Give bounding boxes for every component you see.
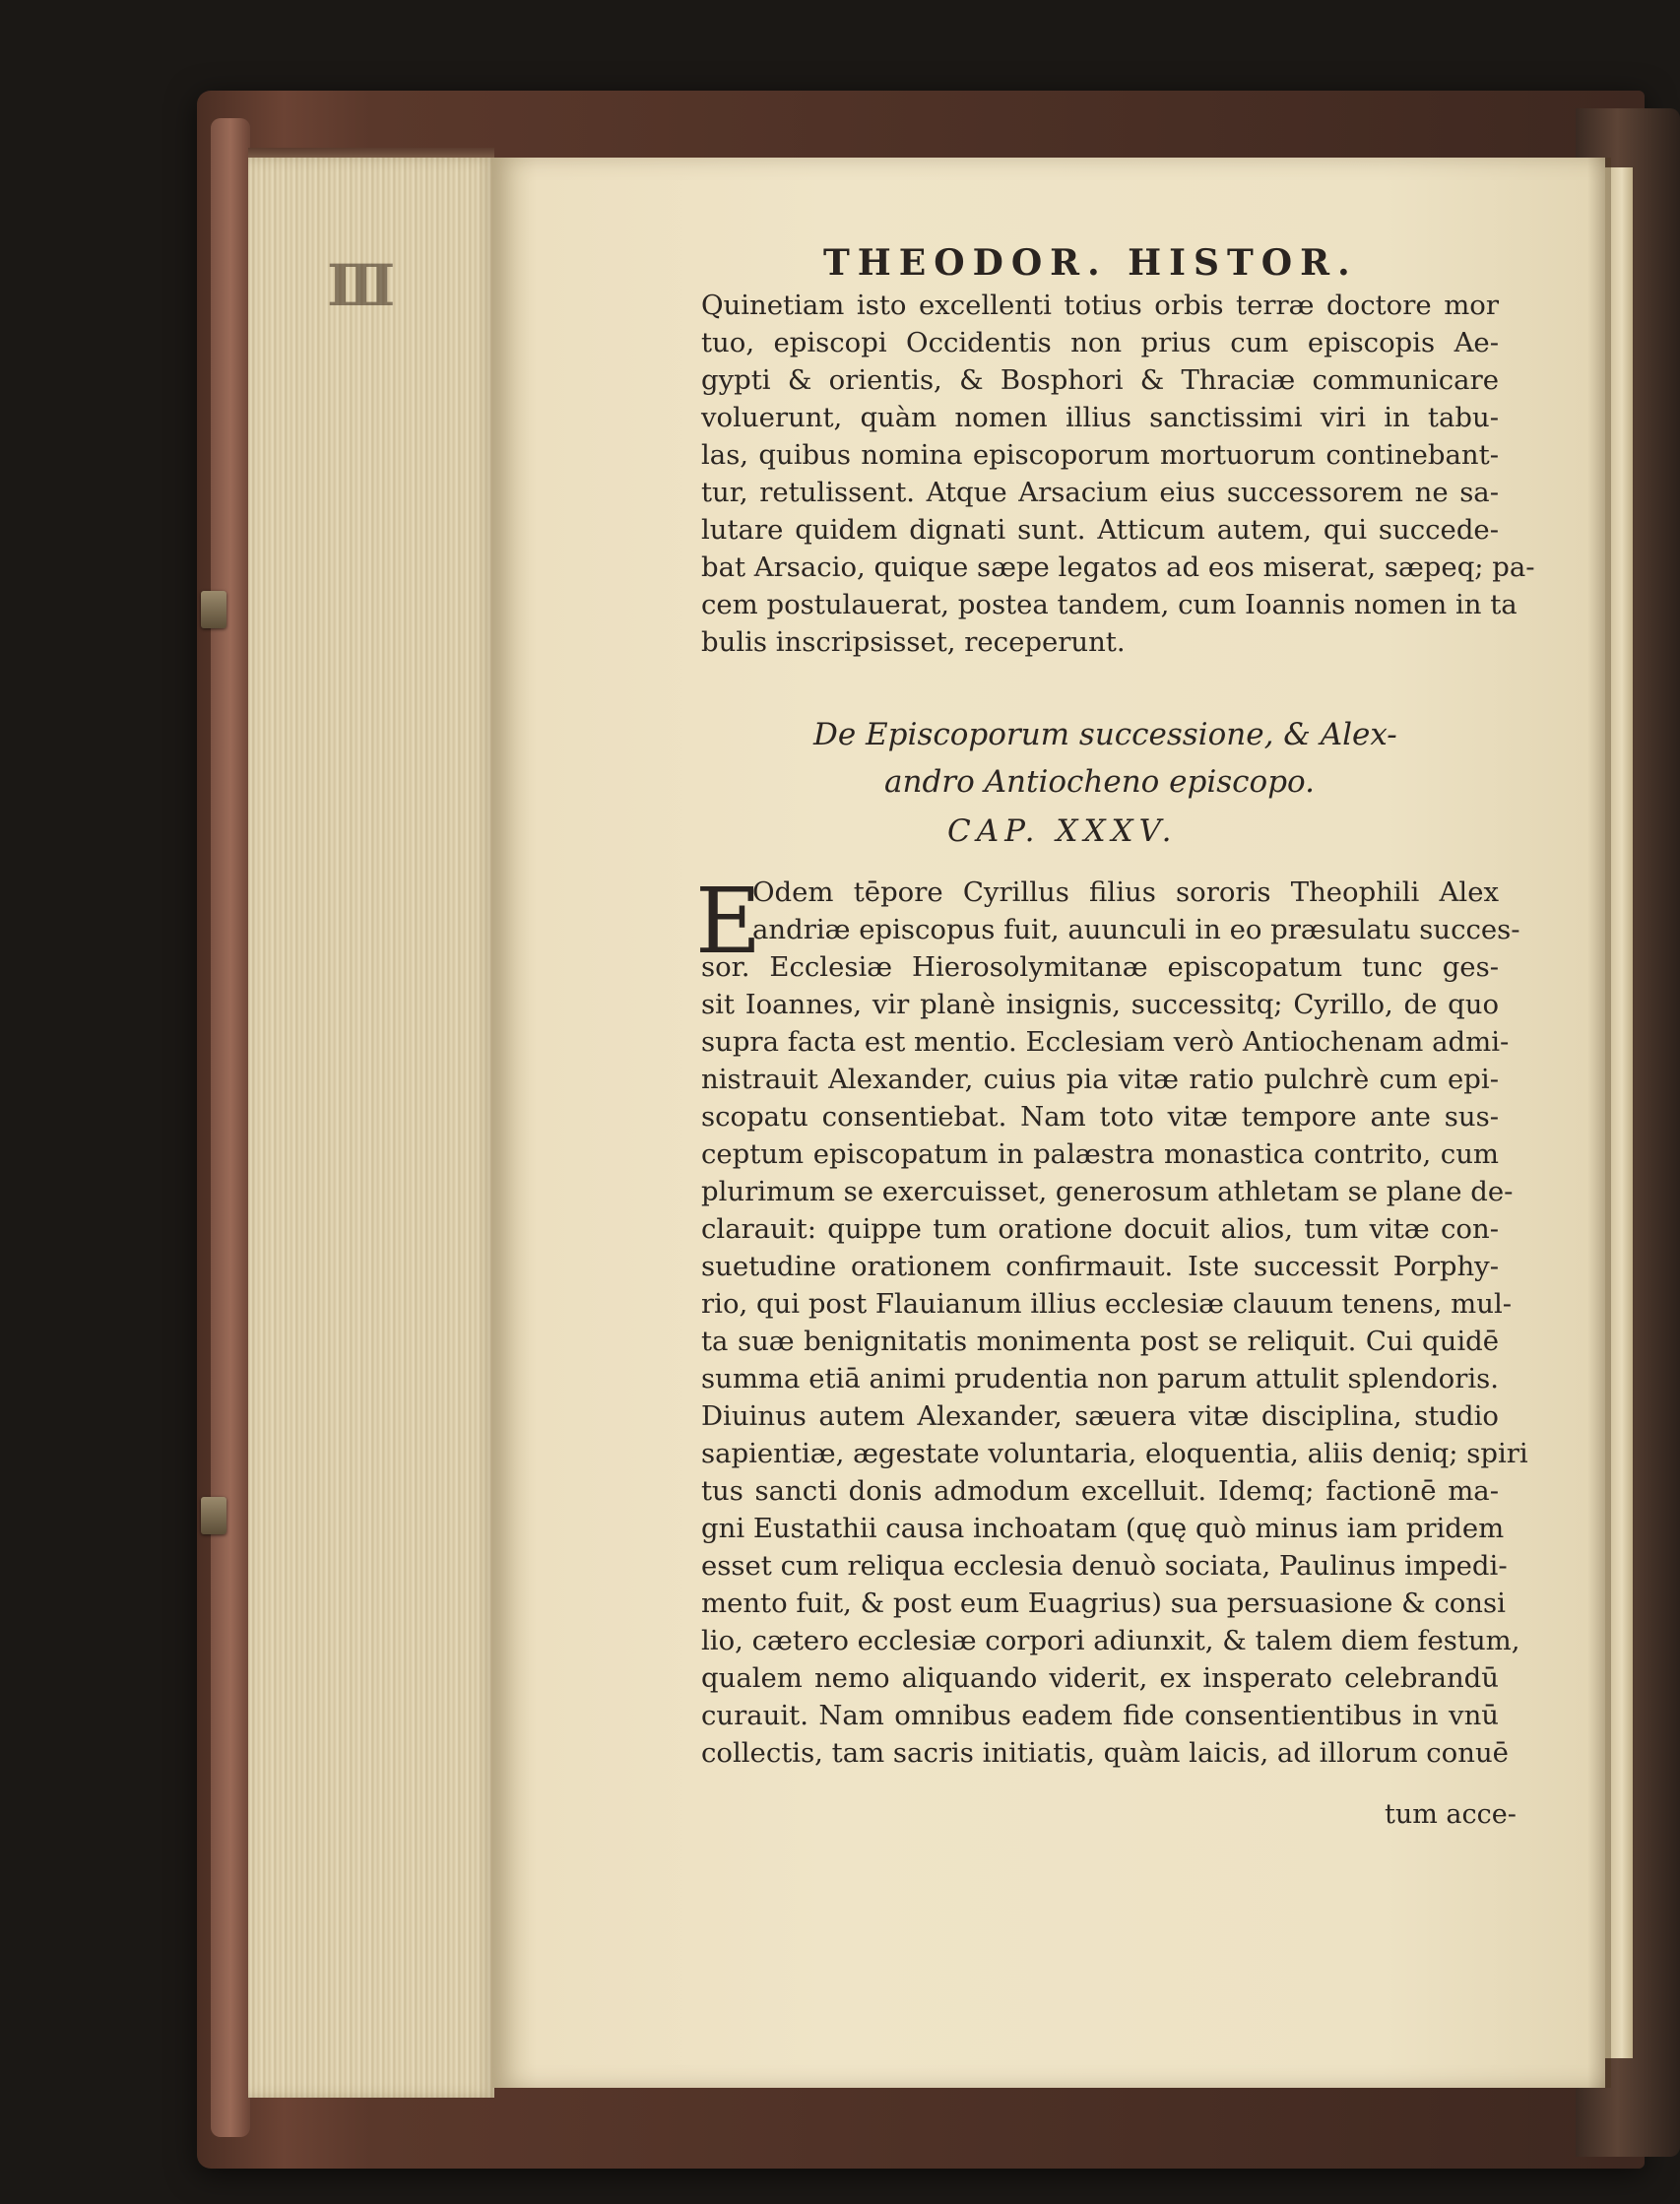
text-line: collectis, tam sacris initiatis, quàm laicis, ad illorum conuē: [701, 1737, 1509, 1769]
text-line: qualem nemo aliquando viderit, ex insperato celebrandū: [701, 1662, 1499, 1694]
text-line: esset cum reliqua ecclesia denuò sociata, Paulinus impedi-: [701, 1550, 1508, 1582]
text-line: bulis inscripsisset, receperunt.: [701, 626, 1126, 658]
text-line: scopatu consentiebat. Nam toto vitæ tempore ante sus-: [701, 1101, 1499, 1133]
text-line: tus sancti donis admodum excelluit. Idemq; factionē ma-: [701, 1475, 1499, 1507]
gutter-shadow: [1587, 158, 1611, 2088]
text-line: clarauit: quippe tum oratione docuit alios, tum vitæ con-: [701, 1213, 1499, 1245]
text-line: nistrauit Alexander, cuius pia vitæ ratio pulchrè cum epi-: [701, 1064, 1499, 1095]
clasp-lower: [201, 1497, 226, 1534]
chapter-number: CAP. XXXV.: [947, 813, 1178, 849]
text-line: las, quibus nomina episcoporum mortuorum continebant-: [701, 439, 1499, 471]
text-line: lio, cætero ecclesiæ corpori adiunxit, & talem diem festum,: [701, 1625, 1520, 1656]
chapter-title-line: andro Antiocheno episcopo.: [884, 764, 1316, 800]
text-line: bat Arsacio, quique sæpe legatos ad eos miserat, sæpeq; pa-: [701, 551, 1535, 583]
chapter-title-line: De Episcoporum successione, & Alex-: [813, 717, 1397, 752]
text-line: cem postulauerat, postea tandem, cum Ioannis nomen in ta: [701, 589, 1518, 620]
running-head: THEODOR. HISTOR.: [823, 242, 1358, 284]
text-line: tuo, episcopi Occidentis non prius cum episcopis Ae-: [701, 327, 1499, 358]
text-line: gni Eustathii causa inchoatam (quę quò minus iam pridem: [701, 1513, 1505, 1544]
text-line: suetudine orationem confirmauit. Iste successit Porphy-: [701, 1251, 1499, 1282]
clasp-upper: [201, 591, 226, 628]
page-fore-edge-stack: [248, 158, 494, 2098]
text-line: andriæ episcopus fuit, auunculi in eo præsulatu succes-: [752, 914, 1520, 945]
text-line: Diuinus autem Alexander, sæuera vitæ disciplina, studio: [701, 1400, 1499, 1432]
spine-mark: III: [327, 252, 390, 319]
book-spine-edge: [211, 118, 250, 2137]
text-line: supra facta est mentio. Ecclesiam verò Antiochenam admi-: [701, 1026, 1510, 1058]
text-line: voluerunt, quàm nomen illius sanctissimi viri in tabu-: [701, 402, 1499, 433]
text-line: sapientiæ, ægestate voluntaria, eloquentia, aliis deniq; spiri: [701, 1438, 1528, 1469]
text-line: summa etiā animi prudentia non parum attulit splendoris.: [701, 1363, 1499, 1394]
text-line: tur, retulissent. Atque Arsacium eius successorem ne sa-: [701, 477, 1499, 508]
text-line: plurimum se exercuisset, generosum athletam se plane de-: [701, 1176, 1514, 1207]
text-line: mento fuit, & post eum Euagrius) sua persuasione & consi: [701, 1588, 1506, 1619]
text-line: sit Ioannes, vir planè insignis, successitq; Cyrillo, de quo: [701, 989, 1499, 1020]
text-line: Quinetiam isto excellenti totius orbis terræ doctore mor: [701, 290, 1499, 321]
text-line: gypti & orientis, & Bosphori & Thraciæ communicare: [701, 364, 1499, 396]
text-line: rio, qui post Flauianum illius ecclesiæ clauum tenens, mul-: [701, 1288, 1513, 1320]
text-line: curauit. Nam omnibus eadem fide consentientibus in vnū: [701, 1700, 1499, 1731]
catchword: tum acce-: [1385, 1799, 1517, 1830]
text-line: sor. Ecclesiæ Hierosolymitanæ episcopatum tunc ges-: [701, 951, 1499, 983]
text-line: ta suæ benignitatis monimenta post se reliquit. Cui quidē: [701, 1326, 1499, 1357]
text-line: lutare quidem dignati sunt. Atticum autem, qui succede-: [701, 514, 1499, 546]
text-line: ceptum episcopatum in palæstra monastica contrito, cum: [701, 1138, 1499, 1170]
drop-cap: E: [695, 869, 762, 974]
text-line: Odem tēpore Cyrillus filius sororis Theophili Alex: [752, 876, 1499, 908]
